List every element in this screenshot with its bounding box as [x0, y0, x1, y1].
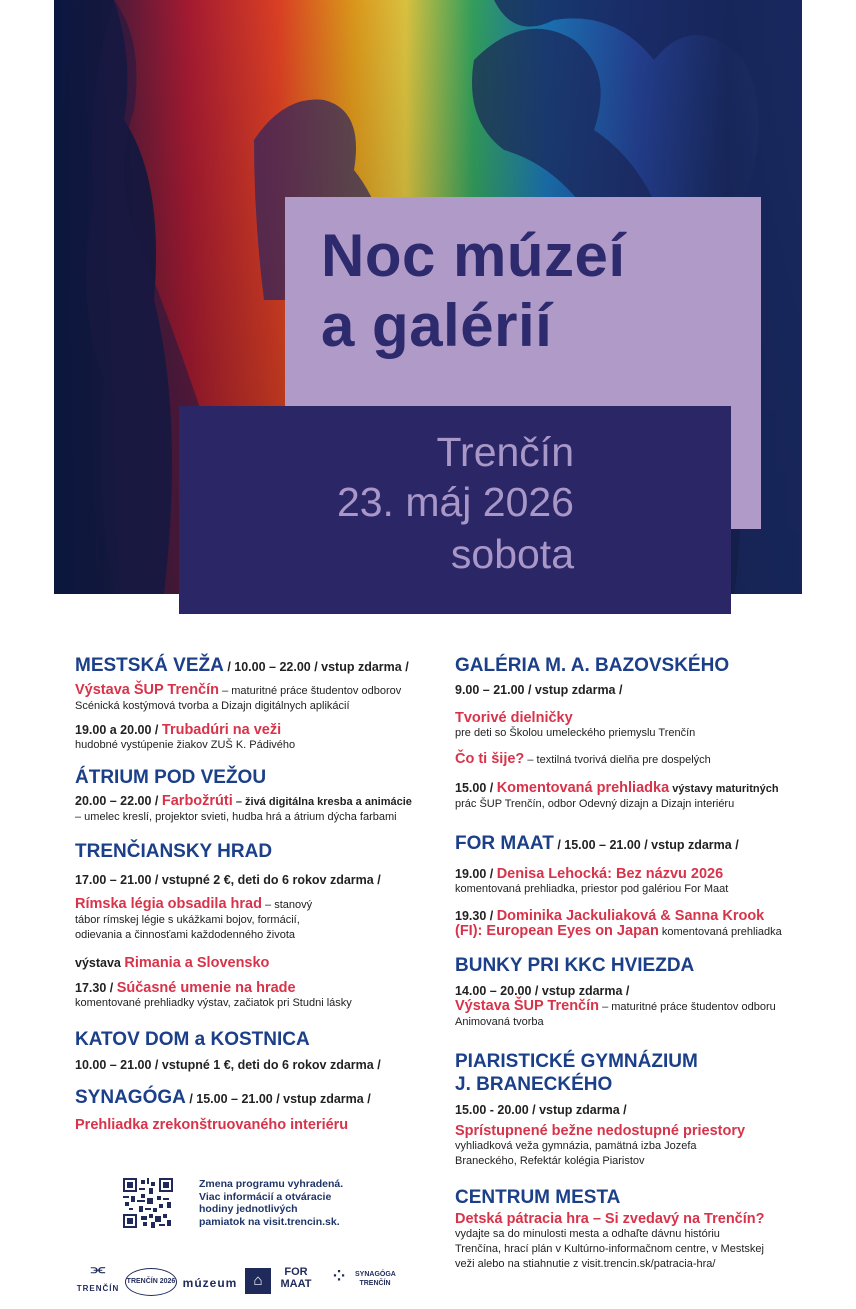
event-title: Trubadúri na veži [161, 722, 282, 738]
qr-code[interactable] [123, 1178, 173, 1228]
logo-trencin-2026: TRENČÍN 2026 [125, 1268, 177, 1296]
venue-mestska-veza [75, 654, 445, 753]
event-time: 17.30 / [75, 981, 117, 995]
event-desc-cont: Trenčína, hrací plán v Kultúrno-informačnom centre, v Mestskej [455, 1243, 764, 1255]
venue-synagoga [75, 1086, 445, 1133]
event-desc: pre deti so Školou umeleckého priemyslu Trenčín [455, 727, 696, 739]
title-line-1: Noc múzeí [321, 222, 626, 289]
event-title: Sprístupnené bežne nedostupné priestory [455, 1123, 746, 1139]
event-desc: – maturitné práce študentov odboru [599, 1001, 776, 1013]
event-time: 15.00 / [455, 781, 497, 795]
venue-hours: 17.00 – 21.00 / vstupné 2 €, deti do 6 rokov zdarma / [75, 873, 381, 887]
venue-bunky-kkc-hviezda [455, 954, 815, 1030]
venue-title: PIARISTICKÉ GYMNÁZIUM [455, 1051, 698, 1072]
event-desc: komentovaná prehliadka, priestor pod galériou For Maat [455, 883, 729, 895]
event-desc-cont: Scénická kostýmová tvorba a Dizajn digitálnych aplikácií [75, 700, 350, 712]
event-time: 19.00 / [455, 867, 497, 881]
event-desc: – maturitné práce študentov odborov [219, 685, 402, 697]
event-desc: komentované prehliadky výstav, začiatok pri Studni lásky [75, 997, 352, 1009]
venue-hours: / 10.00 – 22.00 / vstup zdarma / [223, 660, 409, 674]
event-desc-cont: tábor rímskej légie s ukážkami bojov, formácií, [75, 914, 300, 926]
event-title: Prehliadka zrekonštruovaného interiéru [75, 1117, 349, 1133]
event-desc-cont: prác ŠUP Trenčín, odbor Odevný dizajn a Dizajn interiéru [455, 798, 735, 810]
event-title: Výstava ŠUP Trenčín [455, 998, 600, 1014]
venue-centrum-mesta [455, 1186, 815, 1272]
venue-title: MESTSKÁ VEŽA [75, 655, 224, 676]
event-time: 19.30 / [455, 909, 497, 923]
note-line: Zmena programu vyhradená. [199, 1178, 344, 1190]
venue-title: SYNAGÓGA [75, 1087, 186, 1108]
venue-piaristicke-gymnazium [455, 1050, 815, 1169]
venue-galeria-bazovskeho [455, 654, 815, 812]
venue-hours: 14.00 – 20.00 / vstup zdarma / [455, 984, 630, 998]
footer-note [199, 1178, 349, 1228]
event-title-cont: (FI): European Eyes on Japan [455, 923, 659, 939]
event-title: Tvorivé dielničky [455, 710, 573, 726]
event-desc: hudobné vystúpenie žiakov ZUŠ K. Pádivého [75, 739, 296, 751]
event-desc: vydajte sa do minulosti mesta a odhaľte dávnu históriu [455, 1228, 720, 1240]
synagoga-logo-icon: ⁘ [332, 1268, 346, 1285]
event-desc: vyhliadková veža gymnázia, pamätná izba Jozefa [455, 1140, 697, 1152]
venue-title: BUNKY PRI KKC HVIEZDA [455, 955, 695, 976]
logo-trencin [75, 1262, 121, 1293]
note-line: hodiny jednotlivých [199, 1203, 298, 1215]
event-desc: komentovaná prehliadka [658, 926, 782, 938]
title-line-2: a galérií [321, 292, 553, 359]
event-title: Farbožrúti [161, 793, 233, 809]
venue-hours: / 15.00 – 21.00 / vstup zdarma / [185, 1092, 371, 1106]
weekday: sobota [450, 531, 574, 577]
logo-for-maat-line: MAAT [280, 1278, 312, 1290]
event-date: 23. máj 2026 [336, 479, 574, 525]
venue-title: FOR MAAT [455, 833, 554, 854]
city: Trenčín [436, 429, 574, 475]
venue-atrium [75, 766, 445, 825]
event-title: Súčasné umenie na hrade [116, 980, 296, 996]
logo-for-maat [280, 1266, 312, 1290]
event-prefix: výstava [75, 956, 125, 970]
logo-for-maat-line: FOR [284, 1266, 308, 1278]
note-line: Viac informácií a otváracie [199, 1190, 332, 1203]
event-time: 20.00 – 22.00 / [75, 794, 162, 808]
event-desc-cont: Braneckého, Refektár kolégia Piaristov [455, 1155, 645, 1167]
event-title [321, 222, 626, 359]
venue-title: GALÉRIA M. A. BAZOVSKÉHO [455, 655, 730, 676]
event-desc-cont: odievania a činnosťami každodenného života [75, 929, 295, 941]
event-desc: – živá digitálna kresba a animácie [232, 796, 412, 808]
venue-title: TRENČIANSKY HRAD [75, 841, 273, 862]
event-time: 19.00 a 20.00 / [75, 723, 162, 737]
event-title: Dominika Jackuliaková & Sanna Krook [496, 908, 765, 924]
event-title: Denisa Lehocká: Bez názvu 2026 [496, 866, 724, 882]
venue-hours: 10.00 – 21.00 / vstupné 1 €, deti do 6 rokov zdarma / [75, 1058, 381, 1072]
partner-logos [75, 1262, 395, 1302]
venue-katov-dom [75, 1028, 445, 1073]
venue-hours: 15.00 - 20.00 / vstup zdarma / [455, 1103, 627, 1117]
venue-hours: 9.00 – 21.00 / vstup zdarma / [455, 683, 623, 697]
venue-title: CENTRUM MESTA [455, 1187, 621, 1208]
date-panel [179, 406, 731, 614]
logo-trencin-text: TRENČÍN [76, 1284, 120, 1293]
event-desc: – textilná tvorivá dielňa pre dospelých [524, 754, 711, 766]
event-desc-cont: Animovaná tvorba [455, 1016, 544, 1028]
logo-muzeum: múzeum [182, 1276, 238, 1290]
event-desc-cont: – umelec kreslí, projektor svieti, hudba hrá a átrium dýcha farbami [75, 811, 397, 823]
event-title: Rimania a Slovensko [124, 955, 270, 971]
event-title: Komentovaná prehliadka [496, 780, 670, 796]
event-desc-cont: veži alebo na stiahnutie z visit.trencin.sk/patracia-hra/ [455, 1258, 716, 1270]
event-title: Čo ti šije? [455, 751, 525, 767]
logo-synagoga: SYNAGÓGA TRENČÍN [355, 1271, 396, 1287]
event-desc: výstavy maturitných [669, 783, 779, 795]
event-title: Detská pátracia hra – Si zvedavý na Trenčín? [455, 1211, 765, 1227]
event-title: Rímska légia obsadila hrad [75, 896, 262, 912]
venue-hours: / 15.00 – 21.00 / vstup zdarma / [553, 838, 739, 852]
trencin-logo-icon: ⫘ [90, 1261, 106, 1278]
venue-title-cont: J. BRANECKÉHO [455, 1074, 613, 1095]
note-line: pamiatok na visit.trencin.sk. [199, 1215, 340, 1228]
event-title: Výstava ŠUP Trenčín [75, 682, 220, 698]
venue-title: KATOV DOM a KOSTNICA [75, 1029, 310, 1050]
venue-trenciansky-hrad [75, 840, 445, 1011]
event-desc: – stanový [261, 899, 313, 911]
venue-for-maat [455, 832, 815, 940]
venue-title: ÁTRIUM POD VEŽOU [75, 767, 267, 788]
logo-gallery-icon: ⌂ [245, 1268, 271, 1294]
